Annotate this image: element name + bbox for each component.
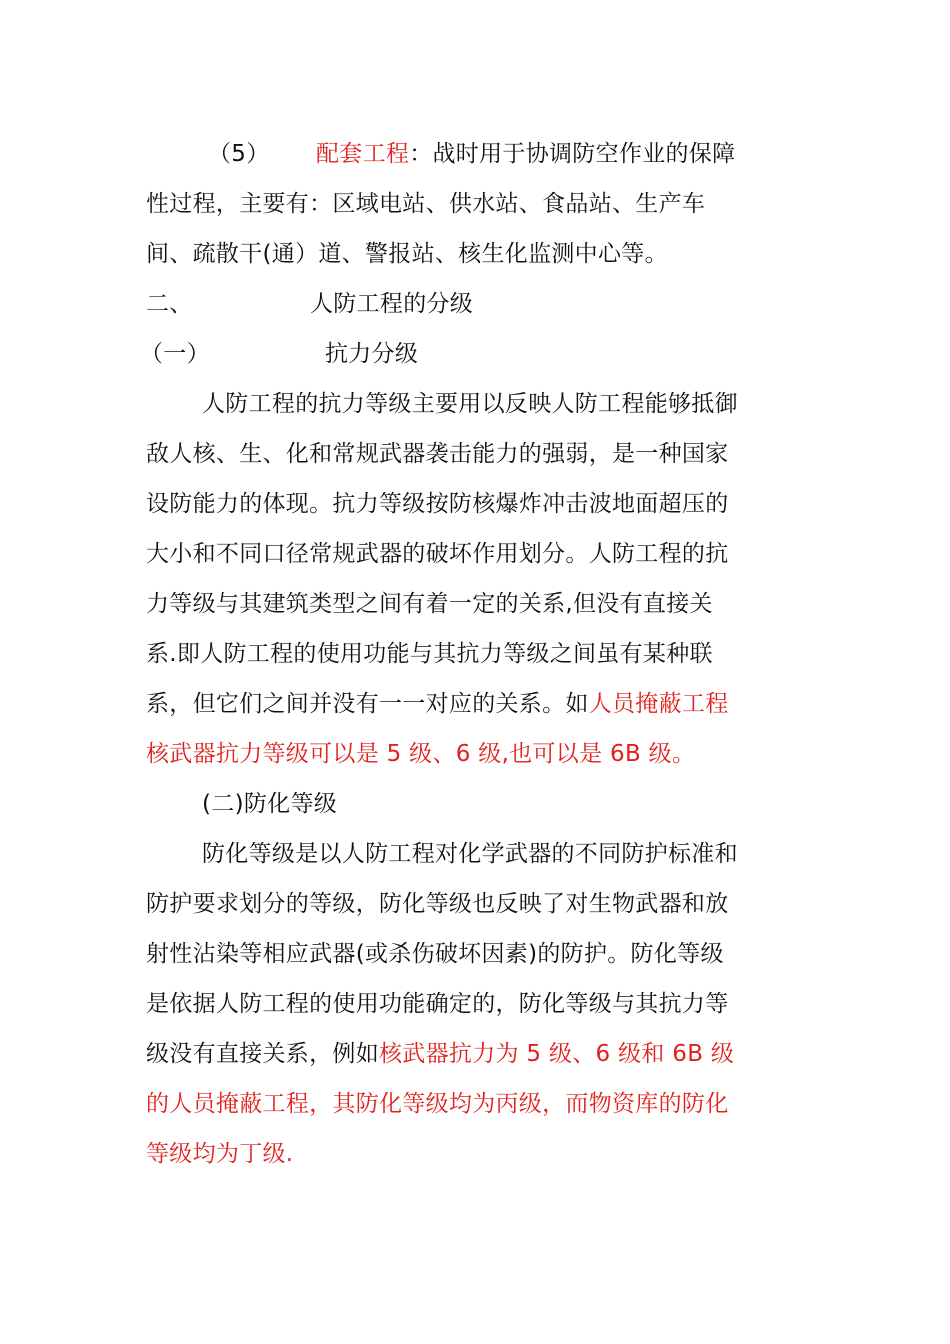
- item5-marker: （5）: [208, 141, 270, 167]
- para1-line2: 敌人核、生、化和常规武器袭击能力的强弱，是一种国家: [146, 441, 729, 467]
- item5-line3: 间、疏散干(通）道、警报站、核生化监测中心等。: [146, 241, 668, 267]
- para1-line1: 人防工程的抗力等级主要用以反映人防工程能够抵御: [202, 391, 738, 417]
- para2-line7-highlight: 等级均为丁级.: [146, 1141, 294, 1167]
- section2-title: 人防工程的分级: [310, 291, 474, 317]
- para2-line4: 是依据人防工程的使用功能确定的，防化等级与其抗力等: [146, 991, 729, 1017]
- para1-line7-highlight: 人员掩蔽工程: [588, 691, 729, 717]
- item5-term: 配套工程: [316, 141, 410, 167]
- para2-line6-highlight: 的人员掩蔽工程，其防化等级均为丙级，而物资库的防化: [146, 1091, 729, 1117]
- para1-line4: 大小和不同口径常规武器的破坏作用划分。人防工程的抗: [146, 541, 729, 567]
- item5-line1: [208, 139, 270, 169]
- section2-number: 二、: [146, 291, 193, 317]
- para1-line7-normal: 系，但它们之间并没有一一对应的关系。如: [146, 691, 589, 717]
- para1-line5: 力等级与其建筑类型之间有着一定的关系,但没有直接关: [146, 591, 713, 617]
- para2-line5-highlight: 核武器抗力为 5 级、6 级和 6B 级: [379, 1041, 735, 1067]
- para1-line6: 系.即人防工程的使用功能与其抗力等级之间虽有某种联: [146, 641, 713, 667]
- para2-line5-normal: 级没有直接关系，例如: [146, 1041, 379, 1067]
- item5-line1-text: [316, 139, 735, 169]
- para2-line1: 防化等级是以人防工程对化学武器的不同防护标准和: [202, 841, 738, 867]
- sub1-title: 抗力分级: [325, 341, 419, 367]
- item5-line1-rest: ：战时用于协调防空作业的保障: [409, 141, 736, 167]
- para1-line3: 设防能力的体现。抗力等级按防核爆炸冲击波地面超压的: [146, 491, 729, 517]
- para2-line2: 防护要求划分的等级，防化等级也反映了对生物武器和放: [146, 891, 729, 917]
- sub1-number: （一）: [140, 341, 210, 367]
- para1-line7: [146, 689, 729, 719]
- sub2-title: (二)防化等级: [202, 791, 338, 817]
- item5-line2: 性过程，主要有：区域电站、供水站、食品站、生产车: [146, 191, 706, 217]
- para2-line5: [146, 1039, 734, 1069]
- para2-line3: 射性沾染等相应武器(或杀伤破坏因素)的防护。防化等级: [146, 941, 724, 967]
- para1-line8-highlight: 核武器抗力等级可以是 5 级、6 级,也可以是 6B 级。: [146, 741, 696, 767]
